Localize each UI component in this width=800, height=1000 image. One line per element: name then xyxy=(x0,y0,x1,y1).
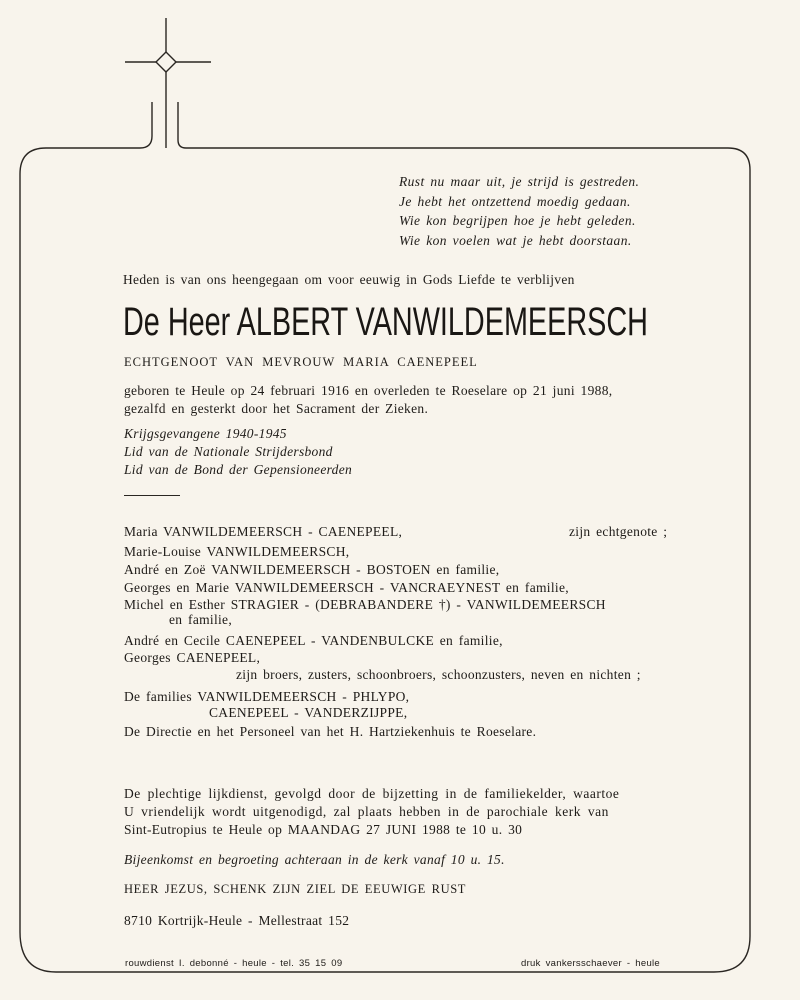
service-line: Sint-Eutropius te Heule op MAANDAG 27 JUNI 1988 te 10 u. 30 xyxy=(124,822,523,837)
staff-line: De Directie en het Personeel van het H. Hartziekenhuis te Roeselare. xyxy=(124,724,537,739)
honor-line: Krijgsgevangene 1940-1945 xyxy=(124,426,287,441)
family-line: André en Cecile CAENEPEEL - VANDENBULCKE en familie, xyxy=(124,633,503,648)
verse-line: Wie kon begrijpen hoe je hebt geleden. xyxy=(399,213,636,228)
family-line: en familie, xyxy=(169,612,233,627)
deceased-name: De Heer ALBERT VANWILDEMEERSCH xyxy=(123,300,648,344)
family-wife-role: zijn echtgenote ; xyxy=(569,524,668,539)
honor-line: Lid van de Nationale Strijdersbond xyxy=(124,444,333,459)
gathering-line: Bijeenkomst en begroeting achteraan in de kerk vanaf 10 u. 15. xyxy=(124,852,505,867)
prayer-line: HEER JEZUS, SCHENK ZIJN ZIEL DE EEUWIGE RUST xyxy=(124,882,466,896)
address-line: 8710 Kortrijk-Heule - Mellestraat 152 xyxy=(124,913,350,928)
family-line: Georges CAENEPEEL, xyxy=(124,650,261,665)
sacrament-line: gezalfd en gesterkt door het Sacrament der Zieken. xyxy=(124,401,429,416)
family-line: Georges en Marie VANWILDEMEERSCH - VANCRAEYNEST en familie, xyxy=(124,580,569,595)
verse xyxy=(399,172,639,250)
cross-icon xyxy=(125,18,211,148)
family-line: André en Zoë VANWILDEMEERSCH - BOSTOEN en familie, xyxy=(124,562,500,577)
footer-left: rouwdienst I. debonné - heule - tel. 35 15 09 xyxy=(125,958,343,969)
family-line: Michel en Esther STRAGIER - (DEBRABANDERE †) - VANWILDEMEERSCH xyxy=(124,597,606,612)
families-line: CAENEPEEL - VANDERZIJPPE, xyxy=(209,705,408,720)
divider xyxy=(124,495,180,496)
honor-line: Lid van de Bond der Gepensioneerden xyxy=(124,462,353,477)
spouse-line: ECHTGENOOT VAN MEVROUW MARIA CAENEPEEL xyxy=(124,355,478,369)
family-relations: zijn broers, zusters, schoonbroers, schoonzusters, neven en nichten ; xyxy=(236,667,641,682)
service-line: U vriendelijk wordt uitgenodigd, zal plaats hebben in de parochiale kerk van xyxy=(124,804,609,819)
intro-text: Heden is van ons heengegaan om voor eeuwig in Gods Liefde te verblijven xyxy=(123,272,575,287)
birth-line: geboren te Heule op 24 februari 1916 en overleden te Roeselare op 21 juni 1988, xyxy=(124,383,613,398)
verse-line: Rust nu maar uit, je strijd is gestreden. xyxy=(399,174,640,189)
service-line: De plechtige lijkdienst, gevolgd door de bijzetting in de familiekelder, waartoe xyxy=(124,786,620,801)
verse-line: Je hebt het ontzettend moedig gedaan. xyxy=(399,193,631,209)
families-line: De families VANWILDEMEERSCH - PHLYPO, xyxy=(124,689,410,704)
verse-line: Wie kon voelen wat je hebt doorstaan. xyxy=(399,232,632,248)
family-wife: Maria VANWILDEMEERSCH - CAENEPEEL, xyxy=(124,524,403,539)
family-line: Marie-Louise VANWILDEMEERSCH, xyxy=(124,544,350,559)
footer-right: druk vankersschaever - heule xyxy=(521,958,661,969)
